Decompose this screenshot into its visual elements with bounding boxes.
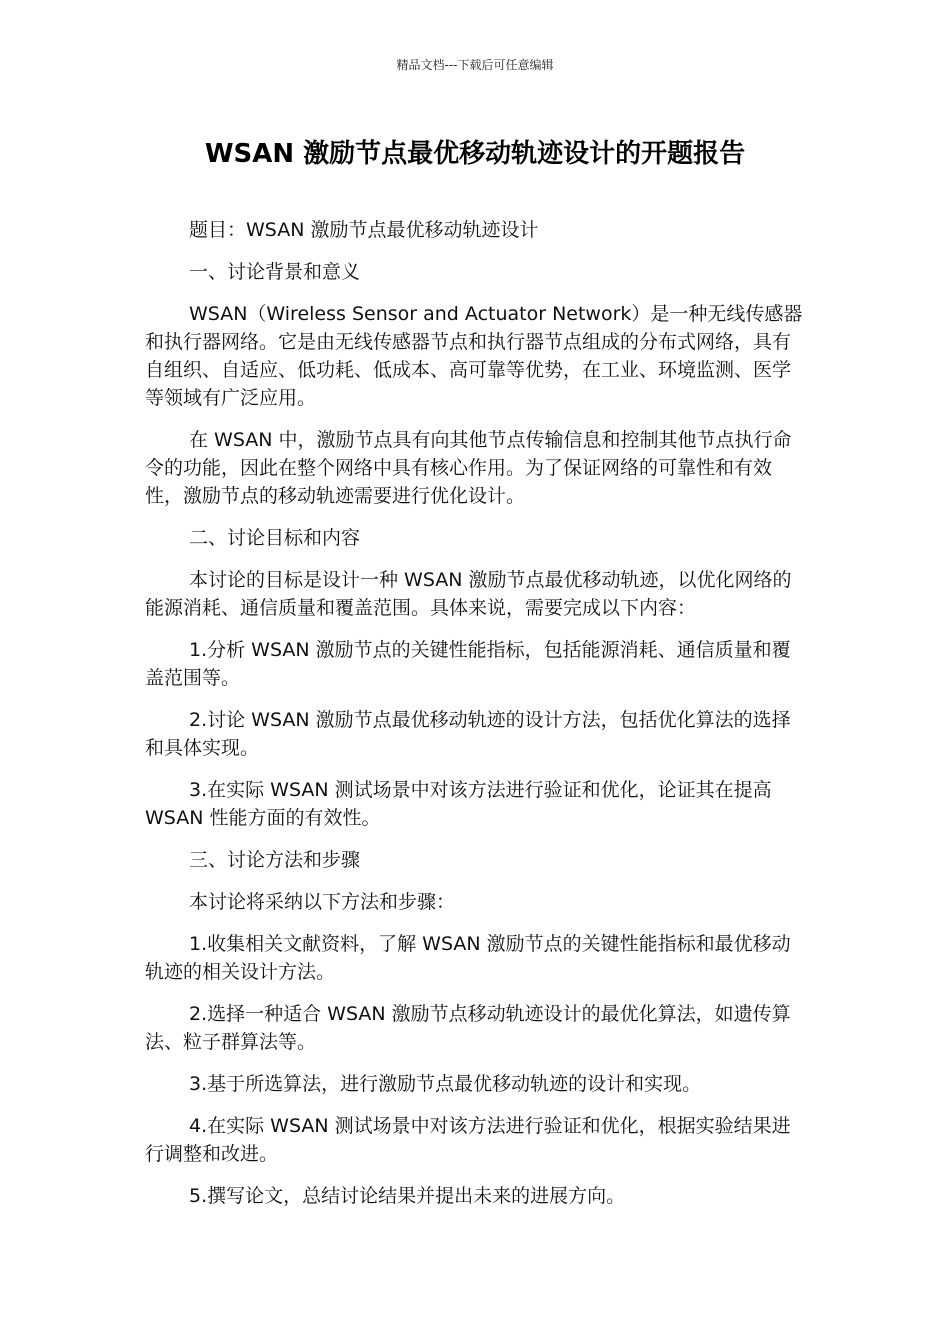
page-header: 精品文档---下载后可任意编辑 bbox=[396, 58, 554, 72]
method-step-1: 1.收集相关文献资料，了解 WSAN 激励节点的关键性能指标和最优移动轨迹的相关设计方法。 bbox=[145, 933, 791, 983]
paragraph-goal-summary: 本讨论的目标是设计一种 WSAN 激励节点最优移动轨迹，以优化网络的能源消耗、通信质量和覆盖范围。具体来说，需要完成以下内容： bbox=[145, 569, 792, 619]
goal-item-2: 2.讨论 WSAN 激励节点最优移动轨迹的设计方法，包括优化算法的选择和具体实现。 bbox=[145, 709, 791, 759]
section-heading-methods: 三、讨论方法和步骤 bbox=[189, 849, 361, 871]
method-step-3: 3.基于所选算法，进行激励节点最优移动轨迹的设计和实现。 bbox=[189, 1073, 702, 1095]
goal-item-3: 3.在实际 WSAN 测试场景中对该方法进行验证和优化，论证其在提高 WSAN 性能方面的有效性。 bbox=[145, 779, 772, 829]
document-title: WSAN 激励节点最优移动轨迹设计的开题报告 bbox=[204, 139, 746, 169]
paragraph-methods-intro: 本讨论将采纳以下方法和步骤： bbox=[189, 891, 456, 913]
goal-item-1: 1.分析 WSAN 激励节点的关键性能指标，包括能源消耗、通信质量和覆盖范围等。 bbox=[145, 639, 791, 689]
section-heading-background: 一、讨论背景和意义 bbox=[189, 261, 361, 283]
document-body bbox=[145, 216, 805, 1224]
method-step-4: 4.在实际 WSAN 测试场景中对该方法进行验证和优化，根据实验结果进行调整和改进。 bbox=[145, 1115, 791, 1165]
paragraph-actuator-role: 在 WSAN 中，激励节点具有向其他节点传输信息和控制其他节点执行命令的功能，因此在整个网络中具有核心作用。为了保证网络的可靠性和有效性，激励节点的移动轨迹需要进行优化设计。 bbox=[145, 429, 792, 507]
method-step-2: 2.选择一种适合 WSAN 激励节点移动轨迹设计的最优化算法，如遗传算法、粒子群算法等。 bbox=[145, 1003, 791, 1053]
paragraph-wsan-intro: WSAN（Wireless Sensor and Actuator Network）是一种无线传感器和执行器网络。它是由无线传感器节点和执行器节点组成的分布式网络，具有自组织、自适应、低功耗、低成本、高可靠等优势，在工业、环境监测、医学等领域有广泛应用。 bbox=[145, 303, 803, 409]
section-heading-goals: 二、讨论目标和内容 bbox=[189, 527, 361, 549]
method-step-5: 5.撰写论文，总结讨论结果并提出未来的进展方向。 bbox=[189, 1185, 626, 1207]
subject-line: 题目：WSAN 激励节点最优移动轨迹设计 bbox=[189, 219, 539, 241]
